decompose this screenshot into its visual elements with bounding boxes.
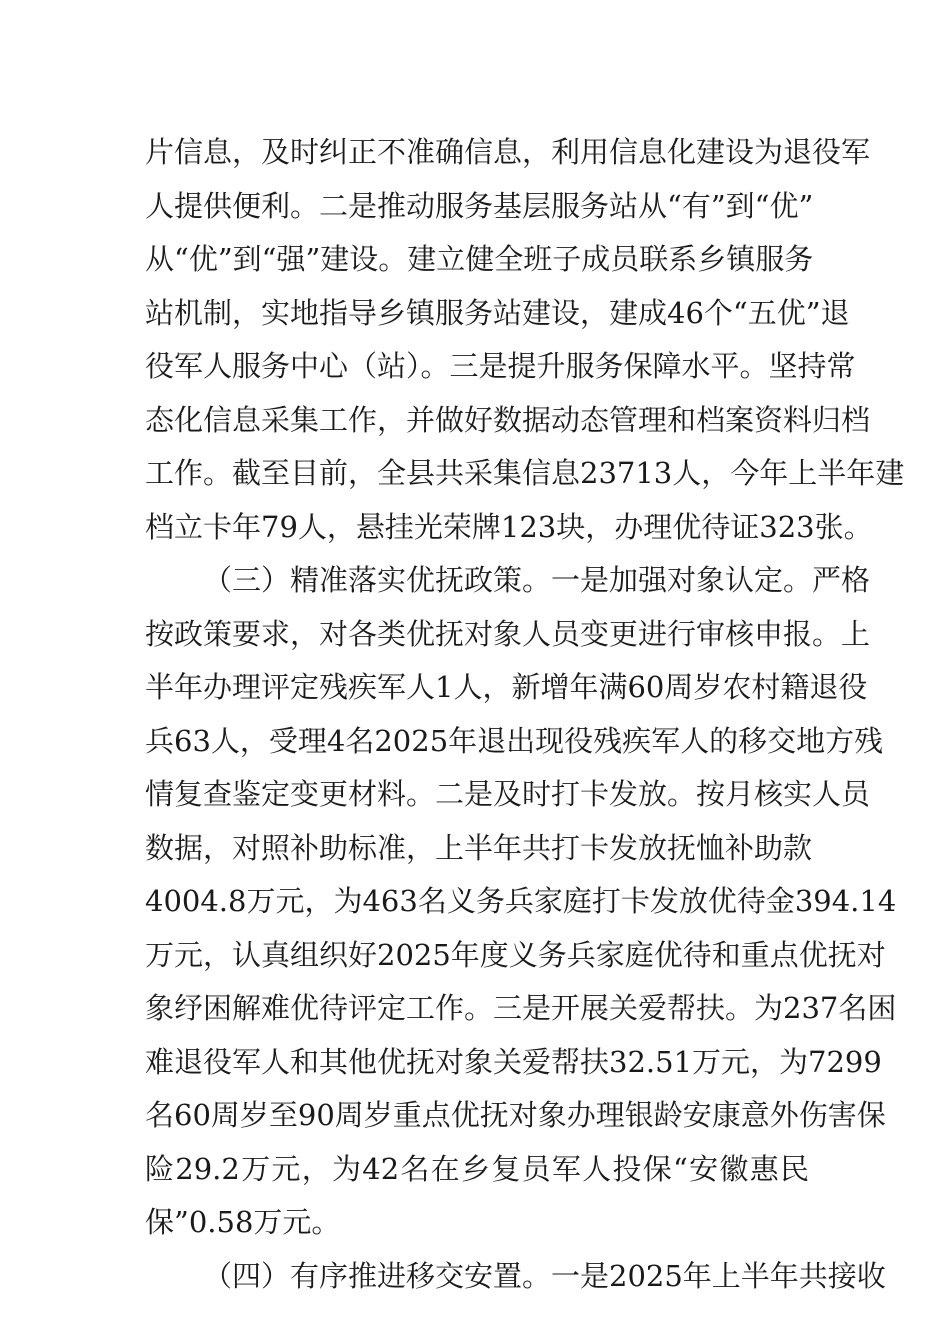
paragraph-heading-line: （四）有序推进移交安置。一是2025年上半年共接收 (203, 1258, 886, 1293)
text-line: 4004.8万元，为463名义务兵家庭打卡发放优待金394.14 (145, 884, 897, 918)
text-line: 按政策要求，对各类优抚对象人员变更进行审核申报。上 (145, 616, 871, 651)
text-line: 站机制，实地指导乡镇服务站建设，建成46个“五优”退 (145, 295, 850, 330)
text-line: 数据，对照补助标准，上半年共打卡发放抚恤补助款 (145, 830, 813, 865)
text-line: 从“优”到“强”建设。建立健全班子成员联系乡镇服务 (145, 242, 814, 276)
text-line: 工作。截至目前，全县共采集信息23713人，今年上半年建 (145, 456, 905, 490)
paragraph-heading-line: （三）精准落实优抚政策。一是加强对象认定。严格 (203, 563, 871, 597)
text-line: 片信息，及时纠正不准确信息，利用信息化建设为退役军 (145, 135, 871, 169)
text-line: 役军人服务中心（站）。三是提升服务保障水平。坚持常 (145, 349, 856, 383)
text-line: 万元，认真组织好2025年度义务兵家庭优待和重点优抚对 (145, 937, 886, 972)
text-line: 名60周岁至90周岁重点优抚对象办理银龄安康意外伤害保 (145, 1098, 886, 1132)
text-line: 保”0.58万元。 (145, 1205, 341, 1239)
text-line: 难退役军人和其他优抚对象关爱帮扶32.51万元，为7299 (145, 1044, 882, 1079)
text-line: 险29.2万元，为42名在乡复员军人投保“安徽惠民 (145, 1151, 809, 1186)
body-text (145, 126, 905, 1303)
text-line: 档立卡年79人，悬挂光荣牌123块，办理优待证323张。 (145, 509, 873, 544)
text-line: 半年办理评定残疾军人1人，新增年满60周岁农村籍退役 (145, 670, 868, 704)
text-line: 象纾困解难优待评定工作。三是开展关爱帮扶。为237名困 (145, 991, 897, 1025)
text-line: 兵63人，受理4名2025年退出现役残疾军人的移交地方残 (145, 723, 884, 758)
text-line: 情复查鉴定变更材料。二是及时打卡发放。按月核实人员 (145, 777, 871, 811)
text-line: 态化信息采集工作，并做好数据动态管理和档案资料归档 (145, 402, 871, 437)
text-line: 人提供便利。二是推动服务基层服务站从“有”到“优” (145, 188, 814, 223)
